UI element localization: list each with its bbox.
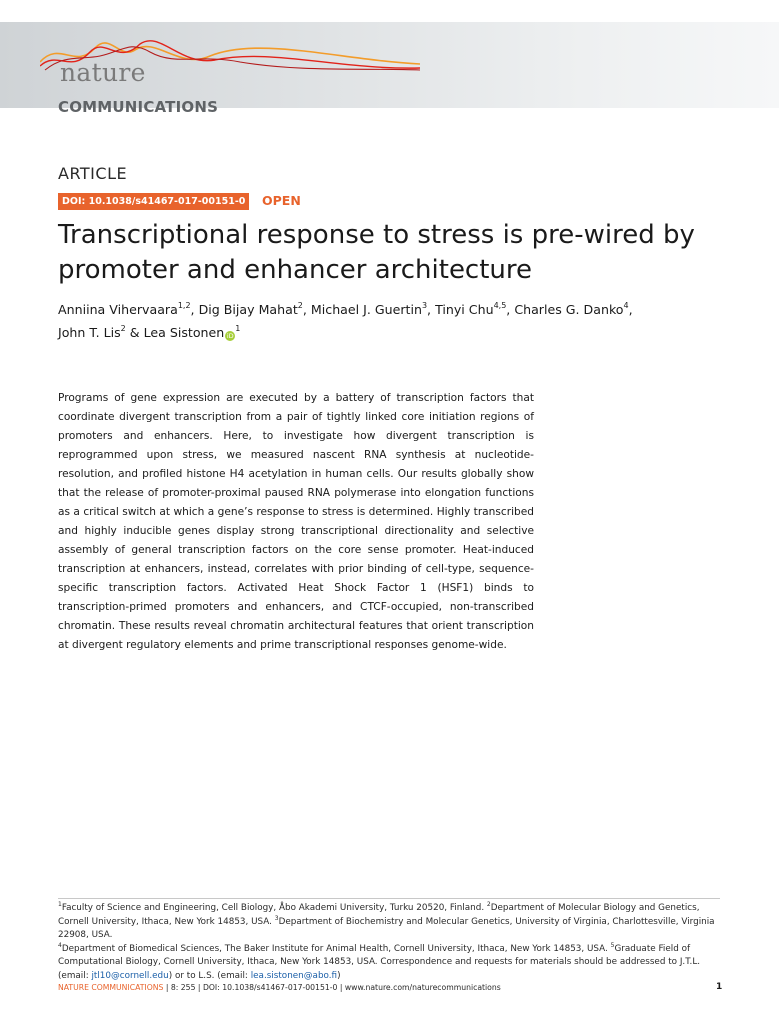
- author-name[interactable]: Tinyi Chu: [435, 302, 494, 317]
- author-affiliation: 2: [297, 301, 303, 310]
- article-type-label: ARTICLE: [58, 164, 128, 183]
- email-link-sistonen[interactable]: lea.sistonen@abo.fi: [250, 970, 338, 981]
- author-separator: ,: [427, 302, 436, 317]
- author-name[interactable]: Michael J. Guertin: [310, 302, 422, 317]
- author-name[interactable]: Dig Bijay Mahat: [198, 302, 298, 317]
- correspondence-text: ) or to L.S. (email:: [168, 970, 251, 981]
- footnote-number: 4: [58, 941, 62, 949]
- author-name[interactable]: Anniina Vihervaara: [58, 302, 178, 317]
- logo-nature-wordmark: nature: [60, 58, 146, 87]
- author-separator: ,: [302, 302, 311, 317]
- author-list: [58, 298, 748, 344]
- author-affiliation: 3: [421, 301, 428, 310]
- article-title: Transcriptional response to stress is pre-wired by promoter and enhancer architecture: [58, 220, 695, 285]
- author-affiliation: 1,2: [177, 301, 191, 310]
- footnote-affiliation: Department of Biomedical Sciences, The Baker Institute for Animal Health, Cornell University, Ithaca, New York 14853, USA.: [61, 943, 611, 954]
- footnote-number: 3: [274, 914, 279, 922]
- correspondence-text: Correspondence and requests for materials should be addressed to J.T.L. (email:: [58, 957, 701, 981]
- footnote-affiliation: Graduate Field of Computational Biology, Cornell University, Ithaca, New York 14853, USA.: [58, 943, 691, 968]
- author-name[interactable]: Lea Sistonen: [143, 325, 225, 340]
- author-name[interactable]: John T. Lis: [58, 325, 121, 340]
- doi-badge[interactable]: DOI: 10.1038/s41467-017-00151-0: [58, 193, 249, 210]
- author-affiliation: 2: [120, 324, 126, 333]
- footnote-divider: [58, 898, 720, 899]
- author-affiliation: 4,5: [493, 301, 507, 310]
- footnote-affiliation: Faculty of Science and Engineering, Cell Biology, Åbo Akademi University, Turku 20520, Finland.: [61, 903, 487, 913]
- open-access-label: OPEN: [262, 193, 301, 208]
- correspondence-text: ): [337, 970, 341, 981]
- email-link-lis[interactable]: jtl10@cornell.edu: [91, 970, 169, 981]
- affiliations-footnote: [58, 902, 723, 984]
- author-separator: ,: [506, 302, 515, 317]
- page-number: 1: [716, 982, 723, 992]
- footnote-number: 5: [610, 941, 615, 949]
- footer-journal-name: NATURE COMMUNICATIONS: [58, 983, 164, 992]
- footnote-number: 2: [486, 901, 491, 908]
- author-separator: &: [125, 325, 144, 340]
- author-separator: ,: [628, 302, 633, 317]
- footnote-number: 1: [58, 901, 62, 908]
- journal-banner: [0, 22, 779, 116]
- orcid-icon[interactable]: iD: [226, 332, 234, 340]
- logo-communications-wordmark: COMMUNICATIONS: [58, 98, 219, 116]
- footnote-affiliation: Department of Molecular Biology and Genetics, Cornell University, Ithaca, New York 14853, USA.: [58, 903, 700, 927]
- footnote-affiliation: Department of Biochemistry and Molecular Genetics, University of Virginia, Charlottesville, Virginia 22908, USA.: [58, 916, 715, 941]
- author-affiliation: 1: [235, 324, 241, 333]
- footer-citation[interactable]: | 8: 255 | DOI: 10.1038/s41467-017-00151-0 | www.nature.com/naturecommunications: [163, 983, 501, 992]
- author-separator: ,: [190, 302, 199, 317]
- author-name[interactable]: Charles G. Danko: [514, 302, 624, 317]
- abstract: Programs of gene expression are executed by a battery of transcription factors that coordinate divergent transcription from a pair of tightly linked core initiation regions of promoters and enhancers. Here, to investigate how divergent transcription is reprogrammed upon stress, we measured nascent RNA synthesis at nucleotide-resolution, and profiled histone H4 acetylation in human cells. Our results globally show that the release of promoter-proximal paused RNA polymerase into elongation functions as a critical switch at which a gene’s response to stress is determined. Highly transcribed and highly inducible genes display strong transcriptional directionality and selective assembly of general transcription factors on the core sense promoter. Heat-induced transcription at enhancers, instead, correlates with prior binding of cell-type, sequence-specific transcription factors. Activated Heat Shock Factor 1 (HSF1) binds to transcription-primed promoters and enhancers, and CTCF-occupied, non-transcribed chromatin. These results reveal chromatin architectural features that orient transcription at divergent regulatory elements and prime transcriptional responses genome-wide.: [58, 392, 534, 651]
- page-footer: [58, 983, 501, 992]
- author-affiliation: 4: [623, 301, 629, 310]
